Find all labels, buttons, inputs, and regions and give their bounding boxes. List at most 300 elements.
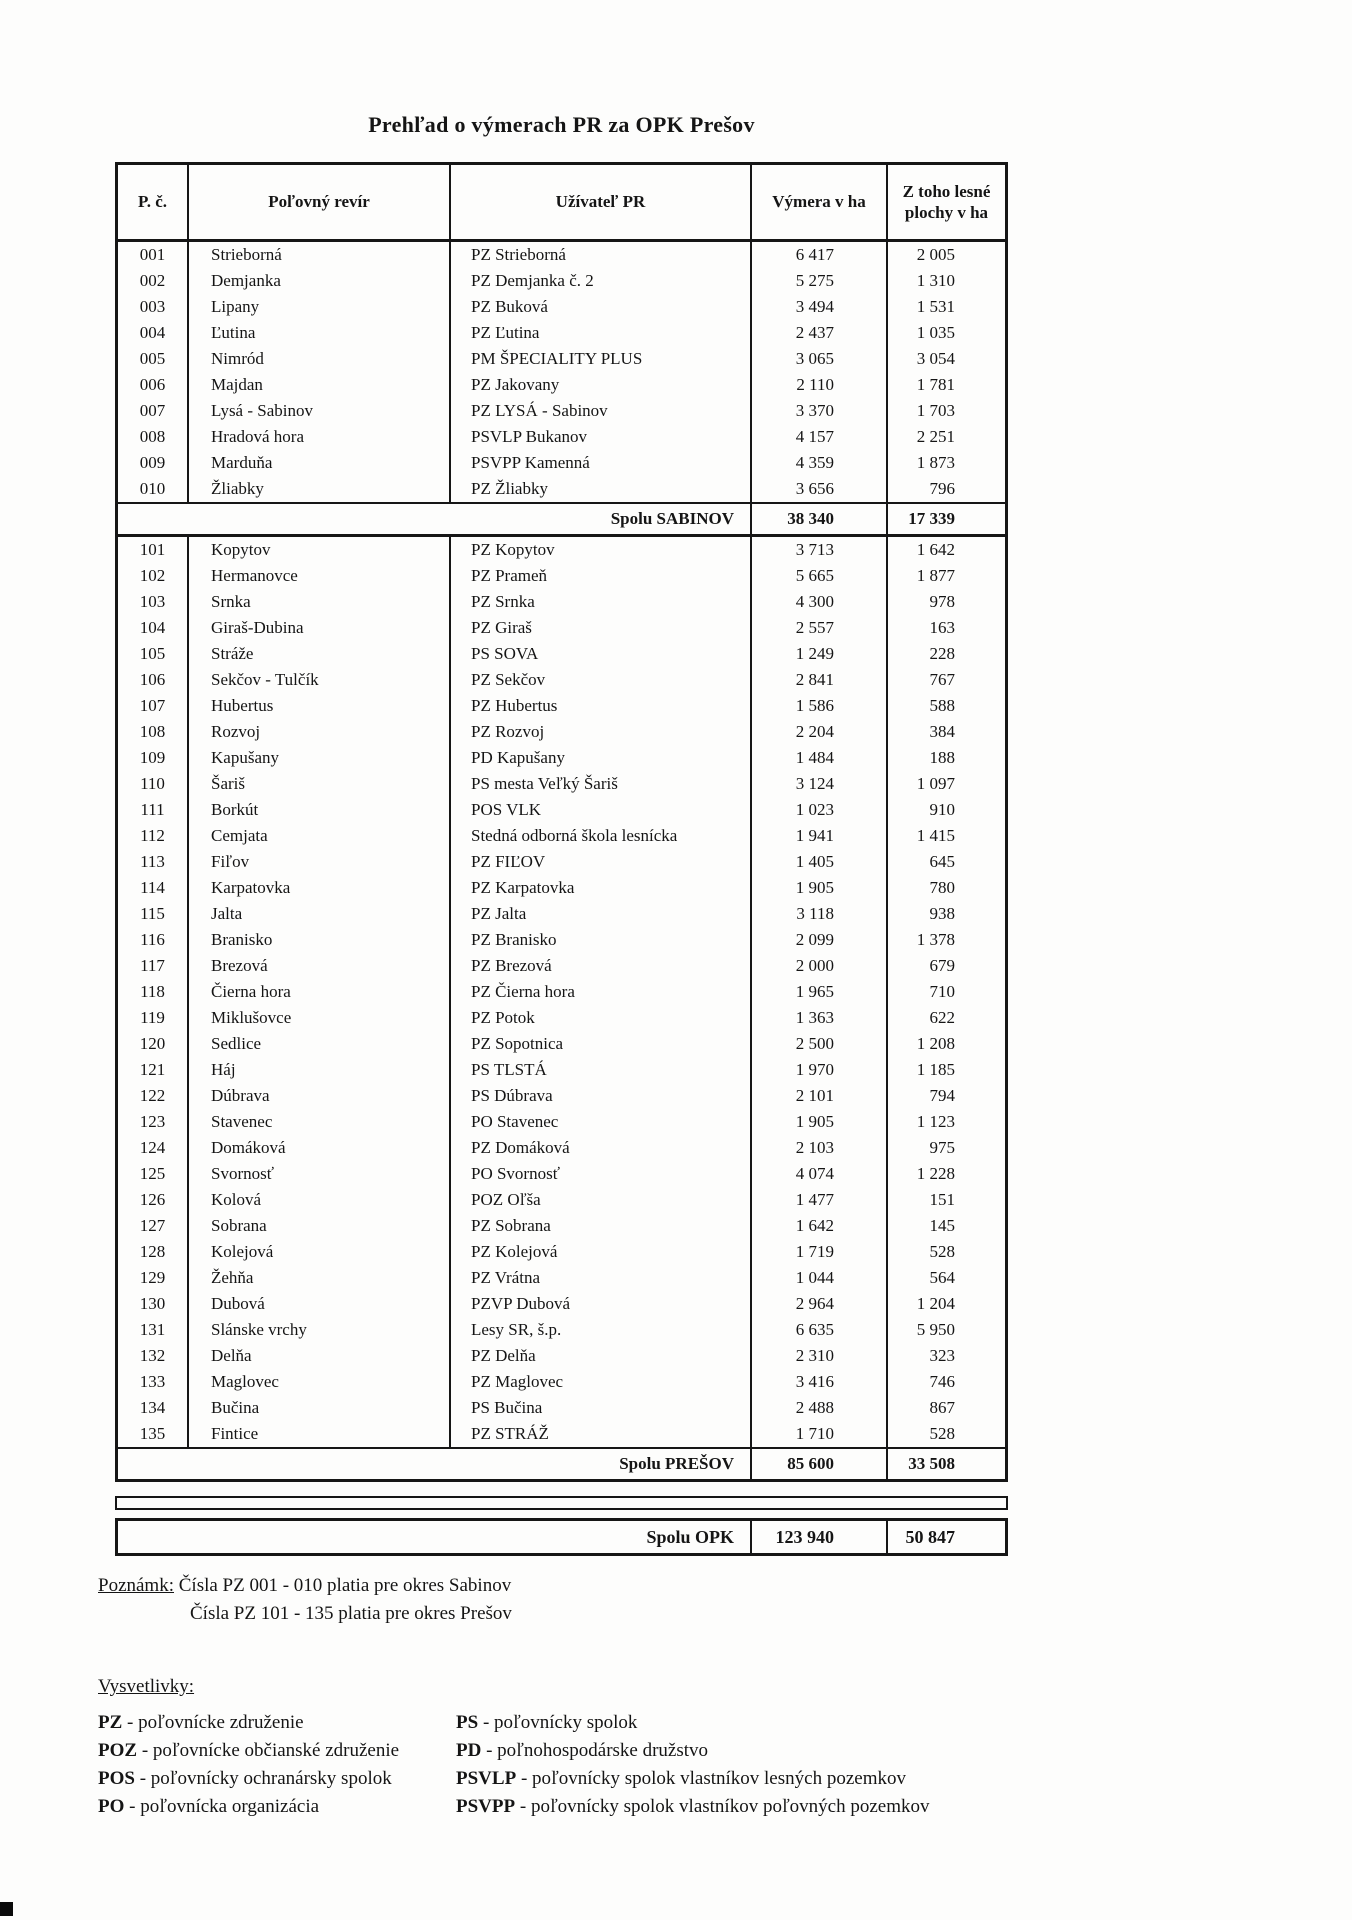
cell-number: 107 [118,693,189,719]
cell-number: 119 [118,1005,189,1031]
cell-number: 113 [118,849,189,875]
cell-lesne: 151 [929,1190,955,1209]
cell-revir: Miklušovce [189,1005,451,1031]
cell-lesne: 2 251 [916,427,955,446]
table-row [118,901,1005,927]
cell-lesne: 1 703 [916,401,955,420]
cell-number: 126 [118,1187,189,1213]
table-row [118,875,1005,901]
table-row [118,927,1005,953]
legend-block [98,1676,930,1818]
table-row [118,1187,1005,1213]
legend-column-right [456,1712,1076,1818]
cell-vymera: 2 488 [752,1395,888,1421]
cell-uzivatel: PZ Strieborná [451,242,752,268]
cell-lesne: 3 054 [916,349,955,368]
cell-vymera: 3 416 [752,1369,888,1395]
cell-number: 123 [118,1109,189,1135]
cell-revir: Nimród [189,346,451,372]
cell-lesne: 978 [929,592,955,611]
legend-item [456,1768,1076,1790]
note-label: Poznámk: [98,1575,174,1596]
cell-uzivatel: PZ LYSÁ - Sabinov [451,398,752,424]
cell-uzivatel: PZ Kopytov [451,537,752,563]
cell-revir: Maglovec [189,1369,451,1395]
cell-lesne: 1 035 [916,323,955,342]
legend-separator [137,1740,153,1761]
cell-lesne: 528 [929,1424,955,1443]
cell-revir: Kopytov [189,537,451,563]
table-row [118,1395,1005,1421]
cell-revir: Marduňa [189,450,451,476]
sabinov-total-vymera: 38 340 [752,504,888,534]
cell-lesne: 188 [929,748,955,767]
cell-uzivatel: PZ Žliabky [451,476,752,502]
cell-uzivatel: PSVLP Bukanov [451,424,752,450]
cell-revir: Rozvoj [189,719,451,745]
notes-block [98,1572,512,1627]
table-row [118,537,1005,563]
cell-lesne: 910 [929,800,955,819]
legend-description: poľovnícke občianské združenie [152,1740,400,1761]
cell-uzivatel: PZ Srnka [451,589,752,615]
table-row [118,242,1005,268]
cell-lesne: 794 [929,1086,955,1105]
cell-vymera: 1 023 [752,797,888,823]
cell-uzivatel: PZ Buková [451,294,752,320]
legend-separator [122,1712,138,1733]
cell-lesne: 5 950 [916,1320,955,1339]
cell-vymera: 2 000 [752,953,888,979]
cell-vymera: 3 065 [752,346,888,372]
cell-revir: Hradová hora [189,424,451,450]
cell-revir: Srnka [189,589,451,615]
cell-number: 118 [118,979,189,1005]
cell-number: 001 [118,242,189,268]
legend-item [98,1740,399,1762]
cell-uzivatel: POZ Oľša [451,1187,752,1213]
cell-revir: Sekčov - Tulčík [189,667,451,693]
table-row [118,320,1005,346]
cell-revir: Demjanka [189,268,451,294]
note-text-1: Čísla PZ 001 - 010 platia pre okres Sabinov [178,1575,512,1596]
cell-vymera: 1 905 [752,875,888,901]
cell-number: 115 [118,901,189,927]
table-row [118,450,1005,476]
legend-abbr: PS [456,1712,479,1733]
cell-revir: Čierna hora [189,979,451,1005]
cell-vymera: 1 941 [752,823,888,849]
cell-vymera: 1 710 [752,1421,888,1447]
table-row [118,294,1005,320]
cell-number: 006 [118,372,189,398]
cell-vymera: 3 118 [752,901,888,927]
cell-number: 105 [118,641,189,667]
table-row [118,615,1005,641]
cell-uzivatel: PZ Rozvoj [451,719,752,745]
cell-revir: Domáková [189,1135,451,1161]
cell-revir: Stavenec [189,1109,451,1135]
cell-uzivatel: PZ Prameň [451,563,752,589]
table-row [118,693,1005,719]
cell-revir: Sedlice [189,1031,451,1057]
cell-vymera: 2 204 [752,719,888,745]
cell-revir: Háj [189,1057,451,1083]
table-row [118,424,1005,450]
header-uzivatel-pr: Užívateľ PR [451,165,752,239]
table-row [118,1057,1005,1083]
cell-lesne: 1 208 [916,1034,955,1053]
cell-uzivatel: PZ Demjanka č. 2 [451,268,752,294]
cell-uzivatel: PS Bučina [451,1395,752,1421]
cell-revir: Dúbrava [189,1083,451,1109]
cell-uzivatel: PZ Čierna hora [451,979,752,1005]
cell-uzivatel: Lesy SR, š.p. [451,1317,752,1343]
legend-abbr: POZ [98,1740,138,1761]
cell-number: 122 [118,1083,189,1109]
cell-number: 116 [118,927,189,953]
presov-total-row [118,1447,1005,1479]
table-row [118,1317,1005,1343]
table-row [118,1239,1005,1265]
cell-revir: Sobrana [189,1213,451,1239]
cell-number: 114 [118,875,189,901]
cell-revir: Ľutina [189,320,451,346]
cell-revir: Žliabky [189,476,451,502]
cell-uzivatel: PZ Sobrana [451,1213,752,1239]
cell-revir: Giraš-Dubina [189,615,451,641]
cell-revir: Lysá - Sabinov [189,398,451,424]
cell-number: 127 [118,1213,189,1239]
cell-revir: Jalta [189,901,451,927]
sabinov-rows [118,242,1005,502]
cell-uzivatel: PZ Sekčov [451,667,752,693]
cell-vymera: 1 719 [752,1239,888,1265]
cell-revir: Šariš [189,771,451,797]
cell-vymera: 1 970 [752,1057,888,1083]
cell-uzivatel: POS VLK [451,797,752,823]
legend-description: poľovnícky spolok vlastníkov poľovných pozemkov [530,1796,930,1817]
cell-number: 101 [118,537,189,563]
cell-uzivatel: PZ STRÁŽ [451,1421,752,1447]
table-row [118,719,1005,745]
cell-number: 134 [118,1395,189,1421]
cell-revir: Stráže [189,641,451,667]
table-row [118,398,1005,424]
cell-vymera: 2 841 [752,667,888,693]
cell-vymera: 6 417 [752,242,888,268]
cell-lesne: 938 [929,904,955,923]
legend-description: poľovnícky spolok vlastníkov lesných pozemkov [532,1768,906,1789]
cell-revir: Lipany [189,294,451,320]
cell-vymera: 2 101 [752,1083,888,1109]
table-row [118,979,1005,1005]
table-row [118,1291,1005,1317]
cell-lesne: 796 [929,479,955,498]
cell-uzivatel: PZ Brezová [451,953,752,979]
cell-uzivatel: PO Svornosť [451,1161,752,1187]
scan-artifact-mark [0,1902,13,1916]
cell-revir: Bučina [189,1395,451,1421]
cell-revir: Hermanovce [189,563,451,589]
cell-uzivatel: PSVPP Kamenná [451,450,752,476]
cell-number: 002 [118,268,189,294]
cell-number: 128 [118,1239,189,1265]
cell-number: 120 [118,1031,189,1057]
cell-uzivatel: PS TLSTÁ [451,1057,752,1083]
cell-revir: Kapušany [189,745,451,771]
cell-number: 131 [118,1317,189,1343]
cell-number: 103 [118,589,189,615]
cell-revir: Slánske vrchy [189,1317,451,1343]
legend-description: poľovnícke združenie [138,1712,304,1733]
cell-vymera: 1 905 [752,1109,888,1135]
cell-number: 130 [118,1291,189,1317]
cell-lesne: 622 [929,1008,955,1027]
table-header-row [118,165,1005,242]
table-row [118,771,1005,797]
cell-number: 132 [118,1343,189,1369]
cell-vymera: 2 964 [752,1291,888,1317]
cell-lesne: 1 781 [916,375,955,394]
header-vymera: Výmera v ha [752,165,888,239]
hunting-grounds-table [115,162,1008,1482]
cell-number: 008 [118,424,189,450]
legend-separator [135,1768,151,1789]
cell-revir: Dubová [189,1291,451,1317]
cell-lesne: 710 [929,982,955,1001]
cell-revir: Fiľov [189,849,451,875]
cell-lesne: 1 228 [916,1164,955,1183]
cell-vymera: 4 074 [752,1161,888,1187]
cell-uzivatel: PZ Domáková [451,1135,752,1161]
cell-vymera: 4 359 [752,450,888,476]
cell-revir: Strieborná [189,242,451,268]
table-row [118,1031,1005,1057]
cell-uzivatel: PZ Sopotnica [451,1031,752,1057]
cell-uzivatel: PO Stavenec [451,1109,752,1135]
cell-number: 112 [118,823,189,849]
legend-item [98,1712,399,1734]
cell-number: 005 [118,346,189,372]
cell-number: 111 [118,797,189,823]
cell-vymera: 1 477 [752,1187,888,1213]
cell-revir: Svornosť [189,1161,451,1187]
legend-item [456,1712,1076,1734]
table-row [118,1109,1005,1135]
legend-columns [98,1712,930,1818]
cell-vymera: 3 370 [752,398,888,424]
cell-uzivatel: PZ Jakovany [451,372,752,398]
table-row [118,953,1005,979]
cell-vymera: 3 713 [752,537,888,563]
cell-vymera: 4 300 [752,589,888,615]
cell-lesne: 780 [929,878,955,897]
cell-vymera: 4 157 [752,424,888,450]
cell-uzivatel: PZ Hubertus [451,693,752,719]
header-lesne-plochy: Z toho lesné plochy v ha [902,181,991,222]
legend-description: poľnohospodárske družstvo [497,1740,709,1761]
cell-uzivatel: PZVP Dubová [451,1291,752,1317]
cell-vymera: 2 103 [752,1135,888,1161]
table-row [118,641,1005,667]
cell-number: 117 [118,953,189,979]
presov-total-label: Spolu PREŠOV [118,1449,752,1479]
table-row [118,1005,1005,1031]
table-row [118,1369,1005,1395]
cell-uzivatel: PZ Delňa [451,1343,752,1369]
cell-lesne: 1 873 [916,453,955,472]
cell-lesne: 2 005 [916,245,955,264]
cell-revir: Majdan [189,372,451,398]
cell-number: 010 [118,476,189,502]
table-row [118,745,1005,771]
cell-lesne: 867 [929,1398,955,1417]
sabinov-total-label: Spolu SABINOV [118,504,752,534]
cell-number: 104 [118,615,189,641]
legend-abbr: PD [456,1740,482,1761]
legend-separator [516,1768,532,1789]
cell-revir: Kolejová [189,1239,451,1265]
cell-number: 007 [118,398,189,424]
legend-description: poľovnícky spolok [494,1712,638,1733]
cell-lesne: 228 [929,644,955,663]
cell-revir: Borkút [189,797,451,823]
table-row [118,1343,1005,1369]
legend-item [456,1740,1076,1762]
cell-lesne: 1 877 [916,566,955,585]
cell-number: 102 [118,563,189,589]
cell-lesne: 767 [929,670,955,689]
cell-number: 106 [118,667,189,693]
cell-number: 129 [118,1265,189,1291]
cell-number: 135 [118,1421,189,1447]
note-line-2: Čísla PZ 101 - 135 platia pre okres Prešov [190,1602,512,1624]
cell-lesne: 564 [929,1268,955,1287]
cell-number: 121 [118,1057,189,1083]
cell-vymera: 2 110 [752,372,888,398]
cell-lesne: 528 [929,1242,955,1261]
table-row [118,797,1005,823]
cell-vymera: 1 965 [752,979,888,1005]
cell-lesne: 1 185 [916,1060,955,1079]
cell-uzivatel: PS mesta Veľký Šariš [451,771,752,797]
cell-vymera: 2 500 [752,1031,888,1057]
cell-number: 009 [118,450,189,476]
cell-number: 003 [118,294,189,320]
cell-vymera: 1 642 [752,1213,888,1239]
table-row [118,476,1005,502]
legend-separator [481,1740,497,1761]
cell-revir: Kolová [189,1187,451,1213]
cell-number: 108 [118,719,189,745]
header-poradove-cislo: P. č. [118,165,189,239]
cell-lesne: 1 204 [916,1294,955,1313]
cell-vymera: 2 099 [752,927,888,953]
table-row [118,667,1005,693]
cell-lesne: 645 [929,852,955,871]
sabinov-total-lesne: 17 339 [908,509,955,528]
cell-vymera: 6 635 [752,1317,888,1343]
cell-vymera: 2 437 [752,320,888,346]
cell-number: 004 [118,320,189,346]
cell-uzivatel: PZ Kolejová [451,1239,752,1265]
legend-separator [478,1712,494,1733]
cell-lesne: 1 531 [916,297,955,316]
cell-lesne: 145 [929,1216,955,1235]
table-row [118,849,1005,875]
legend-separator [124,1796,140,1817]
table-row [118,823,1005,849]
page-title: Prehľad o výmerach PR za OPK Prešov [368,112,755,137]
legend-description: poľovnícka organizácia [140,1796,320,1817]
table-row [118,1213,1005,1239]
cell-uzivatel: PM ŠPECIALITY PLUS [451,346,752,372]
cell-lesne: 746 [929,1372,955,1391]
cell-number: 133 [118,1369,189,1395]
opk-total-label: Spolu OPK [118,1521,752,1553]
cell-uzivatel: PZ Vrátna [451,1265,752,1291]
cell-vymera: 1 586 [752,693,888,719]
cell-uzivatel: PZ Potok [451,1005,752,1031]
cell-number: 109 [118,745,189,771]
cell-vymera: 3 494 [752,294,888,320]
cell-number: 125 [118,1161,189,1187]
cell-lesne: 323 [929,1346,955,1365]
legend-abbr: PZ [98,1712,123,1733]
table-row [118,1161,1005,1187]
legend-abbr: PO [98,1796,125,1817]
cell-vymera: 1 405 [752,849,888,875]
cell-lesne: 163 [929,618,955,637]
cell-lesne: 1 123 [916,1112,955,1131]
cell-uzivatel: PS Dúbrava [451,1083,752,1109]
cell-revir: Karpatovka [189,875,451,901]
cell-lesne: 1 642 [916,540,955,559]
table-row [118,563,1005,589]
cell-lesne: 588 [929,696,955,715]
table-row [118,589,1005,615]
legend-column-left [98,1712,399,1818]
cell-revir: Žehňa [189,1265,451,1291]
cell-lesne: 1 310 [916,271,955,290]
cell-uzivatel: PZ Maglovec [451,1369,752,1395]
cell-lesne: 1 097 [916,774,955,793]
legend-item [98,1796,399,1818]
cell-vymera: 5 275 [752,268,888,294]
cell-vymera: 2 557 [752,615,888,641]
cell-revir: Cemjata [189,823,451,849]
presov-rows [118,537,1005,1447]
cell-vymera: 1 484 [752,745,888,771]
cell-lesne: 1 378 [916,930,955,949]
cell-vymera: 3 124 [752,771,888,797]
cell-uzivatel: PS SOVA [451,641,752,667]
cell-lesne: 384 [929,722,955,741]
cell-uzivatel: PZ Giraš [451,615,752,641]
table-row [118,268,1005,294]
cell-vymera: 3 656 [752,476,888,502]
opk-total-lesne: 50 847 [905,1526,955,1547]
cell-vymera: 2 310 [752,1343,888,1369]
cell-uzivatel: PZ Ľutina [451,320,752,346]
legend-separator [515,1796,531,1817]
cell-uzivatel: PZ Jalta [451,901,752,927]
cell-revir: Fintice [189,1421,451,1447]
cell-lesne: 975 [929,1138,955,1157]
cell-number: 124 [118,1135,189,1161]
cell-lesne: 1 415 [916,826,955,845]
